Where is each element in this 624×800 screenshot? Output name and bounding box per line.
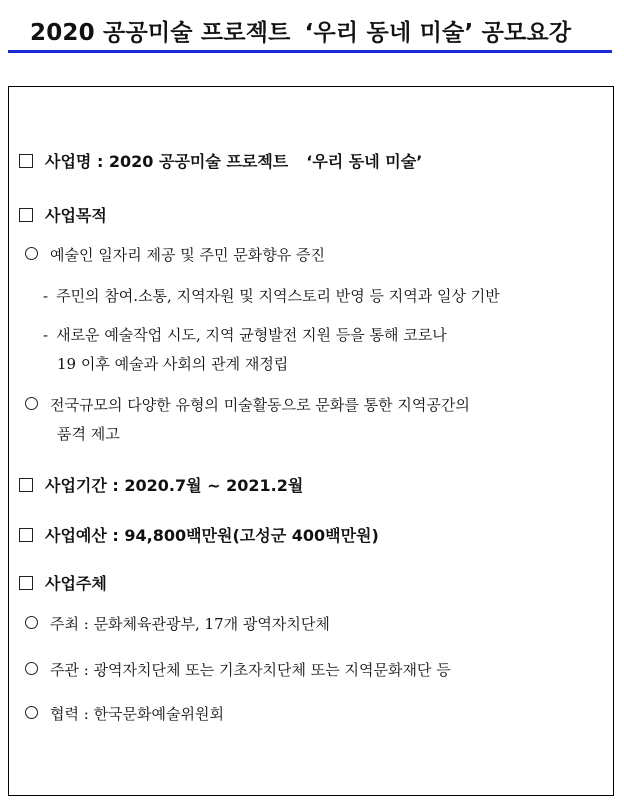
purpose-item-1-sub-2	[43, 324, 447, 345]
document-title-main: 2020 공공미술 프로젝트	[30, 20, 291, 46]
organizer-cooperation-text: 협력 : 한국문화예술위원회	[50, 705, 224, 723]
purpose-item-1	[25, 244, 325, 265]
purpose-item-2-line-1: 전국규모의 다양한 유형의 미술활동으로 문화를 통한 지역공간의	[50, 396, 470, 414]
project-name-label: 사업명 : 2020 공공미술 프로젝트	[45, 152, 289, 171]
checkbox-square-icon	[19, 208, 33, 222]
document-header	[0, 0, 624, 56]
purpose-heading-text: 사업목적	[45, 206, 107, 225]
circle-bullet-icon	[25, 397, 38, 410]
purpose-item-2-line-2: 품격 제고	[57, 425, 120, 443]
organizer-supervisor-text: 주관 : 광역자치단체 또는 기초자치단체 또는 지역문화재단 등	[50, 661, 451, 679]
organizer-heading-text: 사업주체	[45, 574, 107, 593]
organizer-supervisor	[25, 659, 451, 680]
section-purpose-heading	[19, 203, 107, 226]
dash-bullet-icon: -	[43, 326, 49, 344]
project-name-value: ‘우리 동네 미술’	[306, 152, 423, 171]
checkbox-square-icon	[19, 478, 33, 492]
purpose-item-2	[25, 394, 470, 415]
title-underline	[8, 50, 612, 53]
purpose-item-1-sub-2-line-1: 새로운 예술작업 시도, 지역 균형발전 지원 등을 통해 코로나	[56, 326, 447, 344]
section-period	[19, 473, 303, 496]
section-budget	[19, 523, 379, 546]
document-title	[30, 14, 571, 47]
purpose-item-2-cont	[57, 423, 120, 444]
checkbox-square-icon	[19, 528, 33, 542]
section-project-name	[19, 149, 422, 172]
purpose-item-1-sub-2-line-2: 19 이후 예술과 사회의 관계 재정립	[57, 355, 289, 373]
organizer-host	[25, 613, 330, 634]
section-organizer-heading	[19, 571, 107, 594]
checkbox-square-icon	[19, 576, 33, 590]
checkbox-square-icon	[19, 154, 33, 168]
purpose-item-1-sub-1	[43, 285, 500, 306]
purpose-item-1-text: 예술인 일자리 제공 및 주민 문화향유 증진	[50, 246, 325, 264]
organizer-host-text: 주최 : 문화체육관광부, 17개 광역자치단체	[50, 615, 330, 633]
purpose-item-1-sub-2-cont	[57, 353, 288, 374]
dash-bullet-icon: -	[43, 287, 49, 305]
budget-text: 사업예산 : 94,800백만원(고성군 400백만원)	[45, 526, 379, 545]
circle-bullet-icon	[25, 616, 38, 629]
organizer-cooperation	[25, 703, 224, 724]
period-text: 사업기간 : 2020.7월 ~ 2021.2월	[45, 476, 304, 495]
document-title-project: ‘우리 동네 미술’ 공모요강	[304, 20, 572, 46]
circle-bullet-icon	[25, 662, 38, 675]
circle-bullet-icon	[25, 247, 38, 260]
circle-bullet-icon	[25, 706, 38, 719]
purpose-item-1-sub-1-text: 주민의 참여.소통, 지역자원 및 지역스토리 반영 등 지역과 일상 기반	[56, 287, 500, 305]
content-box	[8, 86, 614, 796]
